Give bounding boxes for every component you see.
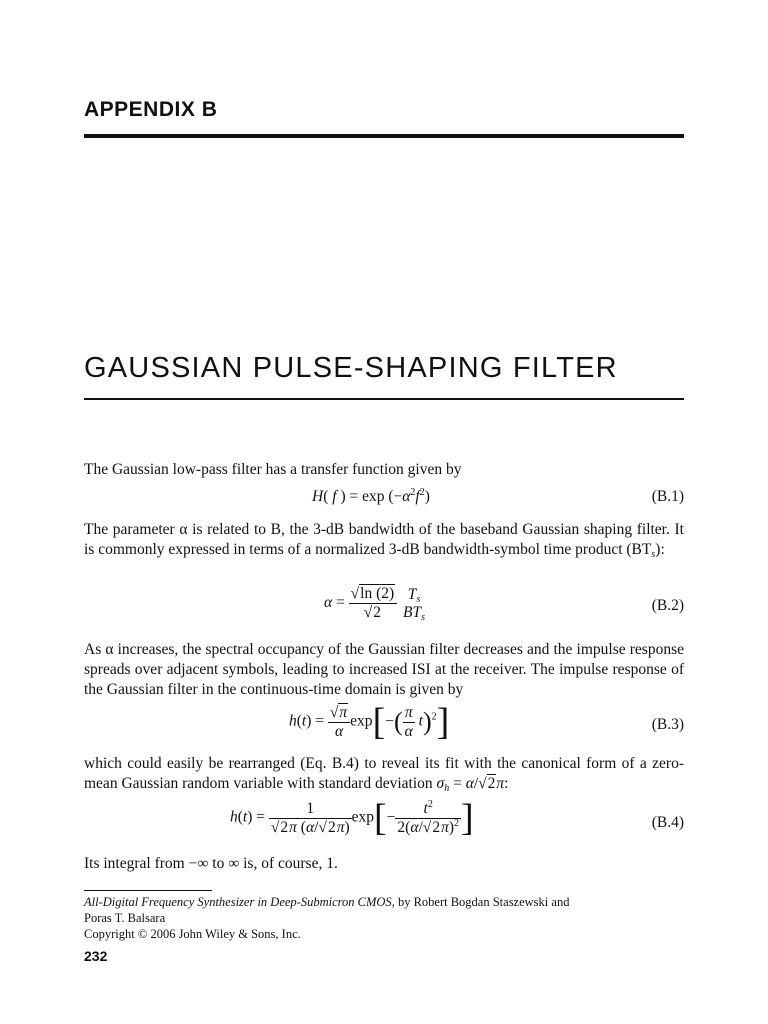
appendix-label: APPENDIX B [84,98,218,121]
paragraph-1: The Gaussian low-pass filter has a transfer function given by [84,461,462,478]
header-rule [84,134,684,138]
equation-b3 [84,700,684,750]
equation-b2-number: (B.2) [651,597,684,614]
equation-b3-expr: h(t) = $\frac{√\pi}{\alpha}$ exp[−( $\frac{\pi}{\alpha}$ t)$^2$] [289,701,450,743]
paragraph-5: Its integral from −∞ to ∞ is, of course, 1. [84,855,338,872]
footnote-copyright: Copyright © 2006 John Wiley & Sons, Inc. [84,927,301,941]
equation-b4-expr: h(t) = $\frac{1}{√2\pi (\alpha/√2\pi)}$ exp[− $\frac{t^2}{2(\alpha/√2\pi)^2}$ ] [230,797,474,839]
paragraph-2-tail: ): [655,541,665,558]
paragraph-2-text: The parameter α is related to B, the 3-dB bandwidth of the baseband Gaussian shaping filter. It is commonly expressed in terms of a normalized 3-dB bandwidth-symbol time product (BT [84,521,684,558]
page-number: 232 [84,948,108,964]
footnote-authors-1: by Robert Bogdan Staszewski and [394,895,570,909]
equation-b1-expr: H( f ) = $\exp (-\alpha^2f^2)$ [312,487,430,505]
equation-b2-expr: α = $\frac{√\ln (2)}{√2}$ $T_s$ $BT_s$ [324,585,426,623]
paragraph-3: As α increases, the spectral occupancy of the Gaussian filter decreases and the impulse response spreads over adjacent symbols, leading to increased ISI at the receiver. The impulse response of the Gaussian filter in the continuous-time domain is given by [84,641,684,698]
footnote-rule [84,890,212,891]
paragraph-4: which could easily be rearranged (Eq. B.4) to reveal its fit with the canonical form of a zero-mean Gaussian random variable with standard deviation $\sigma_h = \alpha/√2\pi$: [84,755,684,794]
paragraph-2: The parameter α is related to B, the 3-dB bandwidth of the baseband Gaussian shaping filter. It is commonly expressed in terms of a normalized 3-dB bandwidth-symbol time product $(BT_s)$: [84,521,684,560]
title-rule [84,398,684,400]
footnote-authors-2: Poras T. Balsara [84,911,166,925]
footnote [84,894,684,942]
equation-b4 [84,796,684,852]
equation-b4-number: (B.4) [651,814,684,831]
equation-b2 [84,585,684,625]
equation-b3-number: (B.3) [651,716,684,733]
equation-b1-number: (B.1) [651,488,684,505]
footnote-line-1 [84,894,684,910]
footnote-book-title: All-Digital Frequency Synthesizer in Deep-Submicron CMOS, [84,895,395,909]
paragraph-4-text: which could easily be rearranged (Eq. B.4) to reveal its fit with the canonical form of a zero-mean Gaussian random variable with standard deviation [84,755,684,792]
chapter-title: GAUSSIAN PULSE-SHAPING FILTER [84,352,618,384]
